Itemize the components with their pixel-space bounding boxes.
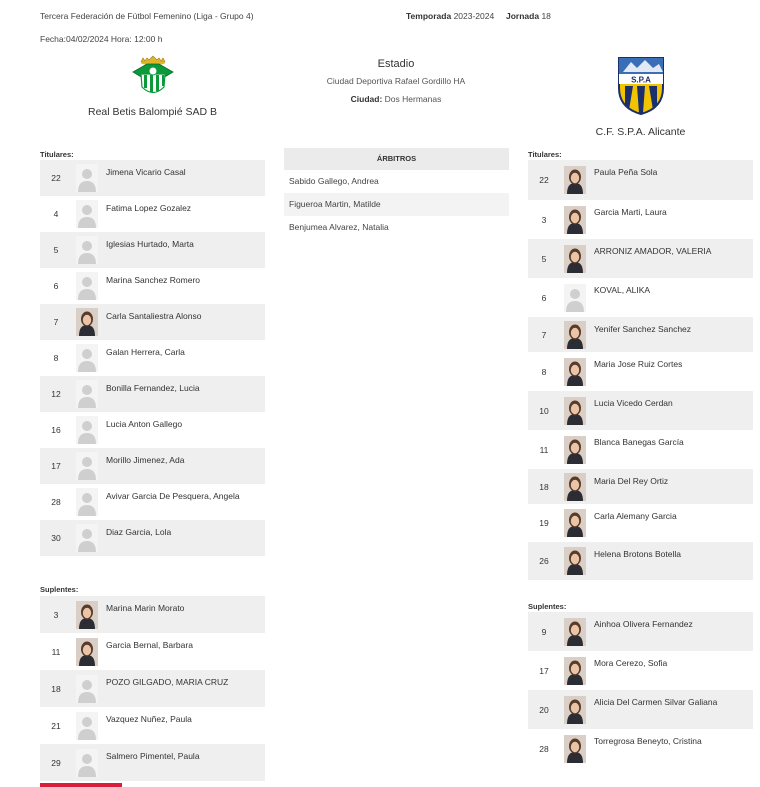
player-row[interactable] — [528, 504, 753, 542]
player-photo — [564, 657, 586, 685]
player-row[interactable] — [528, 239, 753, 278]
player-photo — [564, 473, 586, 501]
player-name[interactable]: Diaz Garcia, Lola — [106, 527, 172, 537]
player-photo — [564, 735, 586, 763]
player-row[interactable] — [40, 376, 265, 412]
player-row[interactable] — [40, 633, 265, 670]
player-photo — [564, 245, 586, 273]
competition-name: Tercera Federación de Fútbol Femenino (Liga - Grupo 4) — [40, 11, 254, 21]
player-number: 28 — [51, 497, 61, 507]
betis-crest-icon[interactable] — [127, 54, 179, 100]
user-placeholder-icon — [76, 675, 98, 703]
player-name[interactable]: Galan Herrera, Carla — [106, 347, 185, 357]
city-value: Dos Hermanas — [384, 94, 442, 104]
player-number: 22 — [51, 173, 61, 183]
referees-header: ÁRBITROS — [284, 148, 509, 170]
player-row[interactable] — [40, 744, 265, 781]
player-number: 26 — [539, 556, 549, 566]
player-name[interactable]: Garcia Bernal, Barbara — [106, 640, 193, 650]
user-placeholder-icon — [76, 344, 98, 372]
player-row[interactable] — [40, 304, 265, 340]
player-number: 9 — [541, 626, 547, 637]
home-team — [40, 54, 265, 118]
player-name[interactable]: Maria Jose Ruiz Cortes — [594, 359, 683, 369]
referee-row: Sabido Gallego, Andrea — [289, 176, 379, 186]
home-subs-label: Suplentes: — [40, 585, 79, 594]
user-placeholder-icon — [76, 164, 98, 192]
user-placeholder-icon — [76, 749, 98, 777]
player-name[interactable]: Paula Peña Sola — [594, 167, 658, 177]
player-number: 29 — [51, 757, 61, 768]
player-number: 7 — [541, 329, 547, 340]
player-number: 18 — [51, 683, 61, 694]
player-row[interactable] — [40, 232, 265, 268]
player-number: 4 — [53, 209, 59, 219]
user-placeholder-icon — [76, 236, 98, 264]
away-team — [528, 54, 753, 138]
player-row[interactable] — [40, 707, 265, 744]
player-name[interactable]: Torregrosa Beneyto, Cristina — [594, 736, 702, 746]
player-row[interactable] — [528, 612, 753, 651]
player-name[interactable]: POZO GILGADO, MARIA CRUZ — [106, 677, 229, 687]
player-name[interactable]: Morillo Jimenez, Ada — [106, 455, 185, 465]
spa-alicante-crest-icon[interactable] — [615, 54, 667, 116]
player-row[interactable] — [528, 430, 753, 469]
player-name[interactable]: Fatima Lopez Gozalez — [106, 203, 192, 213]
player-name[interactable]: KOVAL, ALIKA — [594, 285, 651, 295]
player-row[interactable] — [528, 317, 753, 352]
player-name[interactable]: Alicia Del Carmen Silvar Galiana — [594, 697, 718, 707]
player-name[interactable]: Helena Brotons Botella — [594, 549, 681, 559]
player-photo — [564, 547, 586, 575]
home-starters-label: Titulares: — [40, 150, 74, 159]
player-row[interactable] — [528, 160, 753, 200]
user-placeholder-icon — [76, 712, 98, 740]
player-photo — [564, 696, 586, 724]
player-name[interactable]: ARRONIZ AMADOR, VALERIA — [594, 246, 712, 256]
player-photo — [564, 618, 586, 646]
player-number: 11 — [539, 444, 549, 455]
player-name[interactable]: Mora Cerezo, Sofia — [594, 658, 668, 668]
player-photo — [564, 321, 586, 349]
player-number: 6 — [53, 281, 59, 291]
player-number: 3 — [541, 214, 547, 225]
player-row[interactable] — [40, 160, 265, 196]
home-subs-list — [40, 596, 265, 781]
player-row[interactable] — [40, 268, 265, 304]
player-number: 12 — [51, 389, 61, 399]
player-row[interactable] — [528, 278, 753, 317]
player-name[interactable]: Marina Marin Morato — [106, 603, 185, 613]
date-value: 04/02/2024 — [66, 34, 109, 44]
player-photo — [76, 638, 98, 666]
user-placeholder-icon — [76, 380, 98, 408]
player-number: 5 — [541, 253, 547, 264]
player-number: 30 — [51, 533, 61, 543]
player-name[interactable]: Avivar Garcia De Pesquera, Angela — [106, 491, 240, 501]
stadium-name: Ciudad Deportiva Rafael Gordillo HA — [326, 76, 466, 86]
stadium-info — [286, 58, 506, 104]
player-name[interactable]: Blanca Banegas García — [594, 437, 684, 447]
away-subs-label: Suplentes: — [528, 602, 567, 611]
player-photo — [564, 397, 586, 425]
player-name[interactable]: Jimena Vicario Casal — [106, 167, 186, 177]
home-starters-list — [40, 160, 265, 556]
stadium-city — [286, 94, 506, 104]
player-number: 5 — [53, 245, 59, 255]
player-number: 21 — [51, 720, 61, 731]
user-placeholder-icon — [76, 524, 98, 552]
match-datetime — [40, 34, 162, 44]
player-name[interactable]: Vazquez Nuñez, Paula — [106, 714, 192, 724]
player-name[interactable]: Yenifer Sanchez Sanchez — [594, 324, 692, 334]
player-name[interactable]: Garcia Marti, Laura — [594, 207, 667, 217]
player-name[interactable]: Lucia Vicedo Cerdan — [594, 398, 673, 408]
player-row[interactable] — [528, 542, 753, 580]
player-row[interactable] — [528, 352, 753, 391]
round-value: 18 — [541, 11, 551, 21]
player-number: 8 — [53, 353, 59, 363]
player-name[interactable]: Carla Santaliestra Alonso — [106, 311, 202, 321]
player-photo — [564, 358, 586, 386]
referee-row: Benjumea Alvarez, Natalia — [289, 222, 389, 232]
accent-bar — [40, 783, 122, 787]
player-row[interactable] — [528, 651, 753, 690]
user-placeholder-icon — [564, 284, 586, 312]
time-label: Hora: — [110, 34, 132, 44]
player-number: 22 — [539, 175, 549, 185]
season-value: 2023-2024 — [453, 11, 495, 21]
player-number: 6 — [541, 292, 547, 303]
time-value: 12:00 h — [134, 34, 163, 44]
svg-text:S.P.A: S.P.A — [630, 75, 651, 85]
player-name[interactable]: Maria Del Rey Ortiz — [594, 476, 669, 486]
player-row[interactable] — [528, 391, 753, 430]
player-number: 16 — [51, 425, 61, 435]
away-starters-list — [528, 160, 753, 580]
stadium-title: Estadio — [377, 58, 415, 70]
player-row[interactable] — [528, 469, 753, 504]
player-row[interactable] — [40, 412, 265, 448]
player-photo — [76, 308, 98, 336]
player-row[interactable] — [528, 690, 753, 729]
player-row[interactable] — [40, 196, 265, 232]
user-placeholder-icon — [76, 272, 98, 300]
player-number: 17 — [51, 461, 61, 471]
player-number: 28 — [539, 743, 549, 754]
user-placeholder-icon — [76, 452, 98, 480]
player-number: 7 — [53, 317, 59, 327]
player-number: 20 — [539, 704, 549, 715]
player-photo — [564, 166, 586, 194]
player-number: 19 — [539, 518, 549, 528]
player-row[interactable] — [40, 520, 265, 556]
player-name[interactable]: Lucia Anton Gallego — [106, 419, 183, 429]
player-photo — [564, 509, 586, 537]
player-row[interactable] — [40, 448, 265, 484]
player-name[interactable]: Carla Alemany Garcia — [594, 511, 677, 521]
player-row[interactable] — [528, 729, 753, 768]
player-photo — [564, 206, 586, 234]
season-label: Temporada — [406, 11, 452, 21]
player-name[interactable]: Marina Sanchez Romero — [106, 275, 201, 285]
player-row[interactable] — [40, 484, 265, 520]
user-placeholder-icon — [76, 416, 98, 444]
match-header — [40, 11, 720, 25]
date-label: Fecha: — [40, 34, 66, 44]
season — [406, 11, 494, 21]
round-label: Jornada — [506, 11, 540, 21]
city-label: Ciudad: — [350, 94, 383, 104]
player-number: 3 — [53, 609, 59, 620]
player-row[interactable] — [40, 596, 265, 633]
player-name[interactable]: Bonilla Fernandez, Lucia — [106, 383, 200, 393]
user-placeholder-icon — [76, 200, 98, 228]
player-name[interactable]: Iglesias Hurtado, Marta — [106, 239, 194, 249]
home-team-name[interactable]: Real Betis Balompié SAD B — [88, 106, 217, 118]
referees-panel — [284, 148, 509, 239]
player-number: 10 — [539, 405, 549, 416]
user-placeholder-icon — [76, 488, 98, 516]
player-number: 18 — [539, 481, 549, 492]
player-row[interactable] — [40, 670, 265, 707]
player-number: 8 — [541, 366, 547, 377]
player-photo — [76, 601, 98, 629]
player-name[interactable]: Salmero Pimentel, Paula — [106, 751, 200, 761]
player-photo — [564, 436, 586, 464]
away-subs-list — [528, 612, 753, 768]
away-starters-label: Titulares: — [528, 150, 562, 159]
player-row[interactable] — [40, 340, 265, 376]
player-number: 17 — [539, 665, 549, 676]
player-number: 11 — [51, 646, 61, 657]
player-name[interactable]: Ainhoa Olivera Fernandez — [594, 619, 693, 629]
round — [506, 11, 551, 21]
referee-row: Figueroa Martin, Matilde — [284, 193, 509, 216]
player-row[interactable] — [528, 200, 753, 239]
away-team-name[interactable]: C.F. S.P.A. Alicante — [595, 126, 686, 138]
